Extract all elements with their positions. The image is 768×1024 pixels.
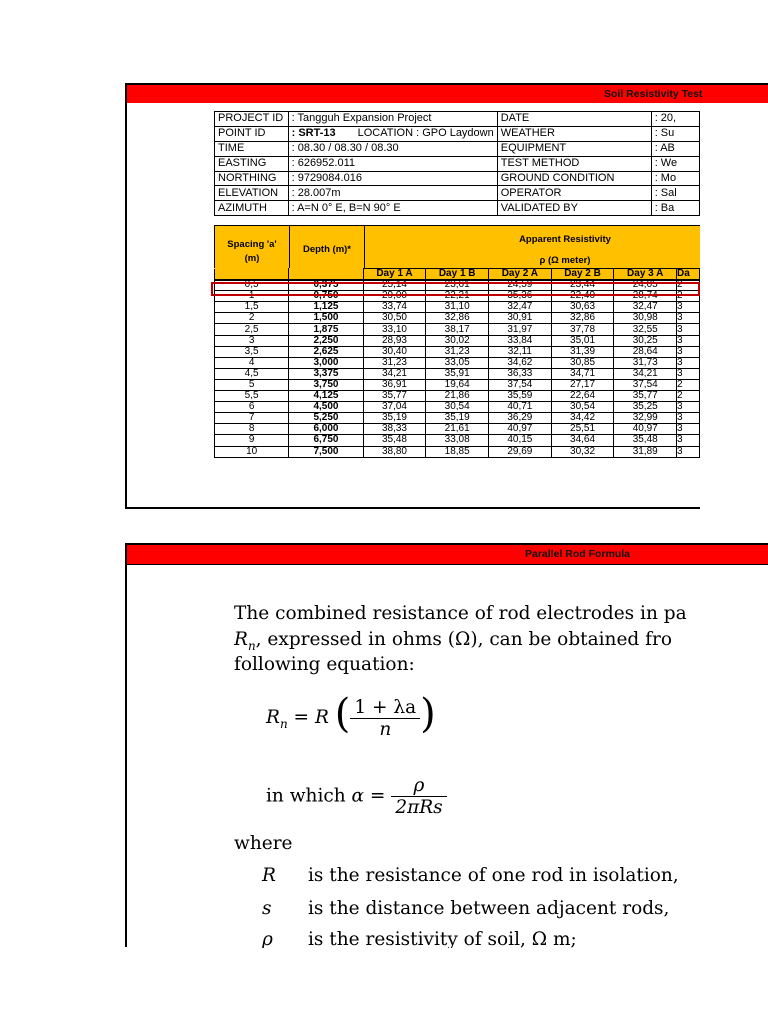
table-cell: 34,42 <box>551 413 614 424</box>
table-cell: 37,04 <box>363 402 426 413</box>
table-row <box>215 335 700 346</box>
table-cell: 0,750 <box>289 291 363 302</box>
info-row <box>215 201 700 216</box>
table-cell: 3 <box>677 302 700 313</box>
table-cell: 29,69 <box>489 446 552 457</box>
table-row <box>215 346 700 357</box>
table-cell: 33,74 <box>363 302 426 313</box>
table-cell: 28,64 <box>614 346 677 357</box>
table-cell: 34,62 <box>489 357 552 368</box>
formula-text-line1: The combined resistance of rod electrodes in pa <box>234 603 687 624</box>
info-cell: PROJECT ID <box>215 112 289 127</box>
info-row <box>215 112 700 127</box>
resistivity-table <box>214 268 700 458</box>
table-cell: 32,86 <box>426 313 489 324</box>
table-row <box>215 357 700 368</box>
table-row <box>215 402 700 413</box>
info-row <box>215 186 700 201</box>
def-text: is the resistivity of soil, Ω m; <box>308 929 577 948</box>
table-row <box>215 302 700 313</box>
formula-text-line2: $R_n$, expressed in ohms (Ω), can be obtained fro <box>234 629 672 653</box>
table-cell: 28,74 <box>614 291 677 302</box>
table-cell: 21,61 <box>426 424 489 435</box>
table-cell: 6,750 <box>289 435 363 446</box>
table-cell: 18,85 <box>426 446 489 457</box>
day-header: Day 1 B <box>426 269 489 280</box>
table-cell: 1,875 <box>289 324 363 335</box>
table-cell: 2,625 <box>289 346 363 357</box>
table-cell: 35,91 <box>426 368 489 379</box>
table-cell: 3 <box>677 313 700 324</box>
table-cell: 33,10 <box>363 324 426 335</box>
parallel-rod-title-bar <box>127 545 768 564</box>
info-cell: : 9729084.016 <box>288 171 497 186</box>
def-text: is the distance between adjacent rods, <box>308 898 670 919</box>
table-cell: 35,59 <box>489 391 552 402</box>
table-cell: 31,23 <box>426 346 489 357</box>
table-cell: 31,89 <box>614 446 677 457</box>
table-cell: 4,125 <box>289 391 363 402</box>
info-cell: : We <box>651 156 699 171</box>
table-cell: 4,5 <box>215 368 289 379</box>
table-row <box>215 446 700 457</box>
table-cell: 7 <box>215 413 289 424</box>
info-cell: : AB <box>651 141 699 156</box>
table-cell: 3 <box>677 424 700 435</box>
table-cell: 33,05 <box>426 357 489 368</box>
table-row <box>215 413 700 424</box>
table-cell: 2,5 <box>215 324 289 335</box>
table-cell: 31,39 <box>551 346 614 357</box>
table-cell: 34,21 <box>363 368 426 379</box>
parallel-rod-title: Parallel Rod Formula <box>525 548 631 560</box>
info-row <box>215 171 700 186</box>
table-cell: 34,64 <box>551 435 614 446</box>
table-cell: 32,11 <box>489 346 552 357</box>
info-cell: VALIDATED BY <box>497 201 651 216</box>
table-row <box>215 313 700 324</box>
table-cell: 30,50 <box>363 313 426 324</box>
table-cell: 22,40 <box>551 291 614 302</box>
day-header: Day 2 B <box>551 269 614 280</box>
day-header: Da <box>677 269 700 280</box>
info-cell: : 08.30 / 08.30 / 08.30 <box>288 141 497 156</box>
table-cell: 9 <box>215 435 289 446</box>
table-cell: 36,33 <box>489 368 552 379</box>
table-cell: 3 <box>677 346 700 357</box>
table-cell: 33,08 <box>426 435 489 446</box>
table-cell: 1,500 <box>289 313 363 324</box>
table-row <box>215 368 700 379</box>
table-cell: 1,125 <box>289 302 363 313</box>
info-cell: : 626952.011 <box>288 156 497 171</box>
table-cell: 5,250 <box>289 413 363 424</box>
table-cell: 3 <box>677 413 700 424</box>
table-cell: 30,91 <box>489 313 552 324</box>
table-cell: 31,10 <box>426 302 489 313</box>
info-cell: DATE <box>497 112 651 127</box>
table-cell: 31,73 <box>614 357 677 368</box>
table-cell: 38,80 <box>363 446 426 457</box>
soil-resistivity-title-bar <box>127 85 768 103</box>
table-cell: 3,000 <box>289 357 363 368</box>
def-symbol: R <box>262 865 276 886</box>
where-label: where <box>234 833 293 854</box>
table-cell: 25,14 <box>363 280 426 291</box>
table-cell: 30,54 <box>551 402 614 413</box>
section1-border-bottom <box>125 507 700 509</box>
equation-alpha: in which α = $\frac{\rho}{\text{2πRs}}$ <box>266 775 447 818</box>
table-cell: 2 <box>215 313 289 324</box>
table-cell: 30,54 <box>426 402 489 413</box>
table-cell: 24,05 <box>614 280 677 291</box>
section1-border-left <box>125 83 127 509</box>
info-cell: ELEVATION <box>215 186 289 201</box>
table-row <box>215 424 700 435</box>
table-cell: 35,01 <box>551 335 614 346</box>
info-cell: : Tangguh Expansion Project <box>288 112 497 127</box>
table-cell: 40,15 <box>489 435 552 446</box>
table-cell: 3,5 <box>215 346 289 357</box>
table-cell: 19,64 <box>426 379 489 390</box>
table-cell: 3,375 <box>289 368 363 379</box>
table-cell: 4,500 <box>289 402 363 413</box>
table-cell: 21,86 <box>426 391 489 402</box>
day-header: Day 3 A <box>614 269 677 280</box>
info-cell: GROUND CONDITION <box>497 171 651 186</box>
soil-resistivity-sheet <box>214 111 700 481</box>
table-cell: 30,32 <box>551 446 614 457</box>
spacing-header: Spacing 'a' (m) <box>227 239 277 264</box>
table-cell: 38,33 <box>363 424 426 435</box>
table-cell: 25,51 <box>551 424 614 435</box>
table-cell: 30,63 <box>551 302 614 313</box>
table-cell: 35,19 <box>426 413 489 424</box>
info-cell: AZIMUTH <box>215 201 289 216</box>
info-cell: EQUIPMENT <box>497 141 651 156</box>
table-cell: 34,21 <box>614 368 677 379</box>
section2-border-left <box>125 543 127 947</box>
table-cell: 22,64 <box>551 391 614 402</box>
table-cell: 8 <box>215 424 289 435</box>
section2-divider <box>127 564 768 565</box>
info-cell: : Su <box>651 126 699 141</box>
table-cell: 30,02 <box>426 335 489 346</box>
info-cell: OPERATOR <box>497 186 651 201</box>
day-header: Day 2 A <box>489 269 552 280</box>
table-cell: 40,97 <box>489 424 552 435</box>
table-cell: 0,5 <box>215 280 289 291</box>
table-cell: 4 <box>215 357 289 368</box>
table-cell: 30,85 <box>551 357 614 368</box>
resistivity-unit-header: ρ (Ω meter) <box>539 255 591 266</box>
info-cell: TEST METHOD <box>497 156 651 171</box>
table-cell: 2 <box>677 379 700 390</box>
table-cell: 23,61 <box>426 280 489 291</box>
project-info-table <box>214 111 700 216</box>
table-cell: 6,000 <box>289 424 363 435</box>
info-cell: : 20, <box>651 112 699 127</box>
info-cell: TIME <box>215 141 289 156</box>
info-row <box>215 126 700 141</box>
table-cell: 6 <box>215 402 289 413</box>
table-cell: 31,23 <box>363 357 426 368</box>
table-cell: 29,00 <box>363 291 426 302</box>
table-cell: 3 <box>215 335 289 346</box>
table-cell: 3 <box>677 435 700 446</box>
table-cell: 2 <box>677 291 700 302</box>
table-cell: 5,5 <box>215 391 289 402</box>
table-cell: 27,17 <box>551 379 614 390</box>
table-cell: 35,36 <box>489 291 552 302</box>
table-cell: 34,71 <box>551 368 614 379</box>
soil-resistivity-title: Soil Resistivity Test <box>604 88 703 100</box>
table-cell: 32,86 <box>551 313 614 324</box>
table-cell: 30,40 <box>363 346 426 357</box>
table-cell: 3,750 <box>289 379 363 390</box>
table-cell: 32,47 <box>489 302 552 313</box>
table-cell: 2 <box>677 391 700 402</box>
info-cell: : Sal <box>651 186 699 201</box>
table-cell: 7,500 <box>289 446 363 457</box>
table-row <box>215 379 700 390</box>
info-cell: : Ba <box>651 201 699 216</box>
info-cell: EASTING <box>215 156 289 171</box>
formula-text-line3: following equation: <box>234 654 415 675</box>
table-cell: 3 <box>677 446 700 457</box>
table-cell: 3 <box>677 402 700 413</box>
info-cell: : 28.007m <box>288 186 497 201</box>
equation-rn: $R_n = R$ ( $\frac{1 + \lambda a}{n}$ ) <box>266 691 436 740</box>
table-cell: 2,250 <box>289 335 363 346</box>
info-cell: : A=N 0° E, B=N 90° E <box>288 201 497 216</box>
table-cell: 37,78 <box>551 324 614 335</box>
info-cell: POINT ID <box>215 126 289 141</box>
table-cell: 37,54 <box>489 379 552 390</box>
info-cell: : SRT-13 LOCATION : GPO Laydown <box>288 126 497 141</box>
table-cell: 32,55 <box>614 324 677 335</box>
table-cell: 3 <box>677 357 700 368</box>
selected-row-highlight <box>211 282 700 296</box>
table-cell: 28,93 <box>363 335 426 346</box>
day-header-row <box>215 269 700 280</box>
location-value: LOCATION : GPO Laydown <box>357 127 494 140</box>
info-row <box>215 141 700 156</box>
depth-header: Depth (m)* <box>302 244 352 255</box>
table-cell: 23,44 <box>551 280 614 291</box>
table-cell: 32,99 <box>614 413 677 424</box>
table-cell: 2 <box>677 280 700 291</box>
table-cell: 38,17 <box>426 324 489 335</box>
table-row <box>215 435 700 446</box>
table-cell: 30,25 <box>614 335 677 346</box>
table-cell: 35,25 <box>614 402 677 413</box>
table-cell: 5 <box>215 379 289 390</box>
table-cell: 35,77 <box>363 391 426 402</box>
table-cell: 40,71 <box>489 402 552 413</box>
table-cell: 35,19 <box>363 413 426 424</box>
parallel-rod-formula-image <box>234 603 700 948</box>
table-cell: 37,54 <box>614 379 677 390</box>
table-cell: 24,59 <box>489 280 552 291</box>
table-cell: 35,77 <box>614 391 677 402</box>
table-cell: 36,29 <box>489 413 552 424</box>
table-cell: 36,91 <box>363 379 426 390</box>
table-cell: 1,5 <box>215 302 289 313</box>
table-cell: 3 <box>677 324 700 335</box>
def-symbol: ρ <box>262 929 273 948</box>
apparent-resistivity-header: Apparent Resistivity <box>519 234 611 245</box>
table-cell: 35,48 <box>614 435 677 446</box>
def-symbol: s <box>262 898 272 919</box>
table-cell: 30,98 <box>614 313 677 324</box>
info-cell: : Mo <box>651 171 699 186</box>
table-cell: 32,47 <box>614 302 677 313</box>
table-cell: 31,97 <box>489 324 552 335</box>
table-cell: 10 <box>215 446 289 457</box>
table-cell: 35,48 <box>363 435 426 446</box>
info-row <box>215 156 700 171</box>
table-cell: 3 <box>677 368 700 379</box>
def-text: is the resistance of one rod in isolation, <box>308 865 679 886</box>
info-cell: WEATHER <box>497 126 651 141</box>
table-cell: 3 <box>677 335 700 346</box>
table-cell: 1 <box>215 291 289 302</box>
table-row <box>215 391 700 402</box>
info-cell: NORTHING <box>215 171 289 186</box>
table-cell: 33,84 <box>489 335 552 346</box>
table-cell: 22,21 <box>426 291 489 302</box>
table-row <box>215 324 700 335</box>
table-cell: 0,375 <box>289 280 363 291</box>
day-header: Day 1 A <box>363 269 426 280</box>
table-cell: 40,97 <box>614 424 677 435</box>
